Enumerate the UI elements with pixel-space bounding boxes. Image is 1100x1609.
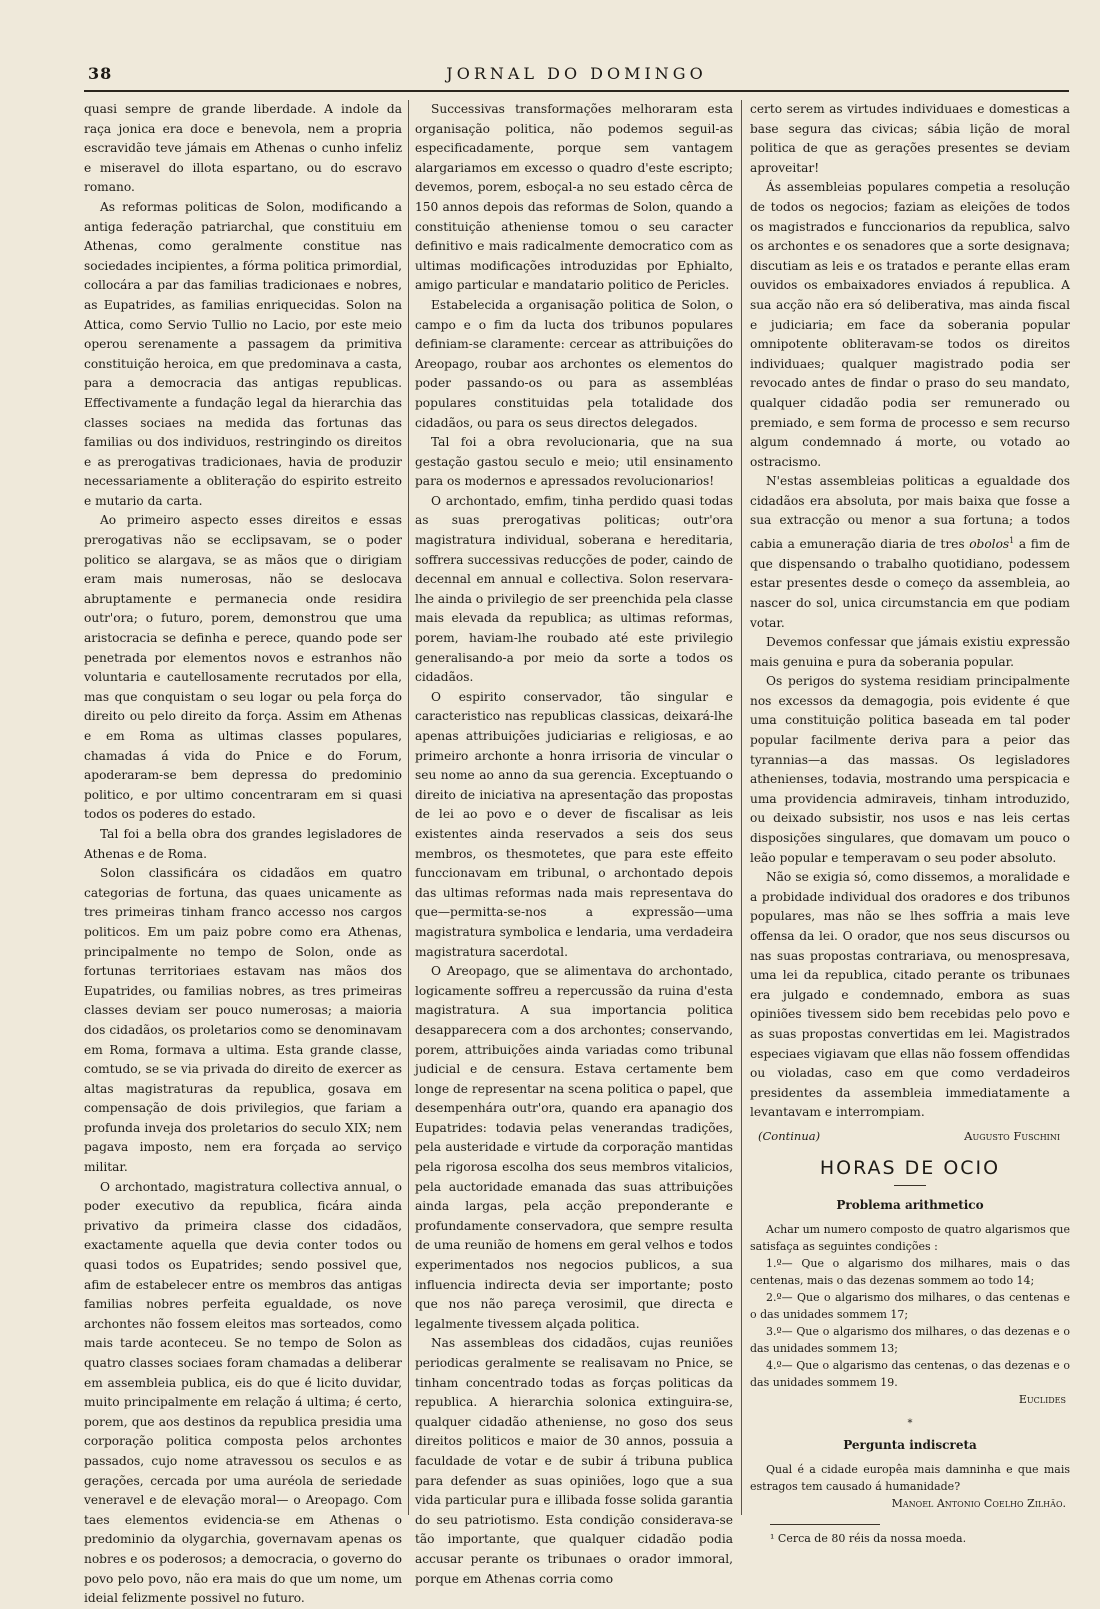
question-text: Qual é a cidade europêa mais damninha e que mais estragos tem causado á humanidade?: [750, 1463, 1070, 1494]
question-author: Manoel Antonio Coelho Zilhão.: [891, 1497, 1066, 1511]
paragraph: As reformas politicas de Solon, modificando a antiga federação patriarchal, que constituiu em Athenas, como geralmente constitue nas sociedades incipientes, a fórma politica primordial, collocára a par das familias tradicionaes e nobres, as Eupatrides, as familias enriquecidas. Solon na Attica, como Servio Tullio no Lacio, por este meio operou serenamente a passagem da primitiva constituição heroica, em que predominava a casta, para a democracia das antigas republicas. Effectivamente a fundação legal da hierarchia das classes sociaes na medida das fortunas das familias ou dos individuos, restringindo os direitos e as prerogativas tradicionaes, havia de produzir necessariamente a obliteração do espirito estreito e mutario da carta.: [84, 199, 402, 508]
paragraph: quasi sempre de grande liberdade. A indole da raça jonica era doce e benevola, nem a propria escravidão teve jámais em Athenas o cunho infeliz e miseravel do illota espartano, ou do escravo romano.: [84, 102, 402, 195]
paragraph-obolos: [750, 472, 1070, 633]
problem-intro: Achar um numero composto de quatro algarismos que satisfaça as seguintes condições :: [750, 1223, 1070, 1254]
paragraph: Estabelecida a organisação politica de Solon, o campo e o fim da lucta dos tribunos populares definiam-se claramente: cercear as attribuições do Areopago, roubar aos archontes os elementos do poder passando-os ou para as assembléas populares constituidas pela totalidade dos cidadãos, ou para os seus directos delegados.: [415, 297, 733, 430]
problem-author: Euclides: [1018, 1393, 1066, 1407]
paragraph: O archontado, magistratura collectiva annual, o poder executivo da republica, ficára ainda privativo da primeira classe dos cidadãos, exactamente aquella que devia conter todos ou quasi todos os Eupatrides; sendo possivel que, afim de estabelecer entre os membros das antigas familias nobres perfeita egualdade, os nove archontes não fossem eleitos mas sorteados, como mais tarde aconteceu. Se no tempo de Solon as quatro classes sociaes foram chamadas a deliberar em assembleia publica, eis do que é licito duvidar, muito principalmente em relação á ultima; é certo, porem, que aos destinos da republica presidia uma corporação politica composta pelos archontes passados, cujo nome atravessou os seculos e as gerações, cercada por uma auréola de seriedade veneravel e de elevação moral— o Areopago. Com taes elementos evidencia-se em Athenas o predominio da olygarchia, governavam apenas os nobres e os poderosos; a democracia, o governo do povo pelo povo, não era mais do que um nome, um ideial felizmente possivel no futuro.: [84, 1179, 402, 1606]
separator-star: *: [907, 1418, 913, 1430]
condition-item: 2.º— Que o algarismo dos milhares, o das centenas e o das unidades sommem 17;: [750, 1291, 1070, 1322]
journal-title: JORNAL DO DOMINGO: [446, 64, 707, 83]
text-span: N'estas assembleias politicas a egualdade dos cidadãos era absoluta, por mais baixa que fosse a sua extracção ou menor a sua fortuna; a todos cabia a emuneração diaria de tres: [750, 474, 1070, 552]
author-name: Augusto Fuschini: [964, 1128, 1060, 1143]
paragraph: Solon classificára os cidadãos em quatro categorias de fortuna, das quaes unicamente as tres primeiras tinham franco accesso nos cargos politicos. Em um paiz pobre como era Athenas, principalmente no tempo de Solon, onde as fortunas territoriaes estavam nas mãos dos Eupatrides, ou familias nobres, as tres primeiras classes deviam ser pouco numerosas; a maioria dos cidadãos, os proletarios como se denominavam em Roma, formava a ultima. Esta grande classe, comtudo, se se via privada do direito de exercer as altas magistraturas da republica, gosava em compensação de dois privilegios, que fariam a profunda inveja dos proletarios do seculo XIX; nem pagava imposto, nem era forçada ao serviço militar.: [84, 866, 402, 1175]
footnote: ¹ Cerca de 80 réis da nossa moeda.: [770, 1532, 967, 1546]
problem-title: Problema arithmetico: [836, 1197, 984, 1212]
question-title: Pergunta indiscreta: [843, 1437, 977, 1452]
title-rule: [894, 1185, 926, 1186]
paragraph: O archontado, emfim, tinha perdido quasi todas as suas prerogativas politicas; outr'ora magistratura individual, soberana e hereditaria, soffrera successivas reducções de poder, caindo de decennal em annual e collectiva. Solon reservara-lhe ainda o privilegio de ser preenchida pela classe mais elevada da republica; as ultimas reformas, porem, haviam-lhe roubado até este privilegio generalisando-a por meio da sorte a todos os cidadãos.: [415, 493, 733, 685]
page-header: [84, 62, 1069, 88]
page-number: 38: [88, 64, 113, 83]
question-body: [750, 1461, 1070, 1512]
condition-item: 1.º— Que o algarismo dos milhares, mais o das centenas, mais o das dezenas sommem ao todo 14;: [750, 1257, 1070, 1288]
column-3: [750, 100, 1070, 1546]
paragraph: Nas assembleas dos cidadãos, cujas reuniões periodicas geralmente se realisavam no Pnice, se tinham concentrado todas as forças politicas da republica. A hierarchia solonica extinguira-se, qualquer cidadão atheniense, no goso dos seus direitos politicos e maior de 30 annos, possuia a faculdade de votar e de subir á tribuna publica para defender as suas opiniões, logo que a sua vida particular pura e illibada fosse solida garantia do seu patriotismo. Esta condição considerava-se tão importante, que qualquer cidadão podia accusar perante os tribunaes o orador immoral, porque em Athenas corria como: [415, 1336, 733, 1586]
paragraph: certo serem as virtudes individuaes e domesticas a base segura das civicas; sábia lição de moral politica de que as gerações presentes se deviam aproveitar!: [750, 102, 1070, 175]
header-rule: [84, 90, 1069, 92]
paragraph: O Areopago, que se alimentava do archontado, logicamente soffreu a repercussão da ruina d'esta magistratura. A sua importancia politica desapparecera com a dos archontes; conservando, porem, attribuições ainda variadas como tribunal judicial e de censura. Estava certamente bem longe de representar na scena politica o papel, que desempenhára outr'ora, quando era apanagio dos Eupatrides: todavia pelas venerandas tradições, pela austeridade e virtude da corporação mantidas pela rigorosa escolha dos seus membros vitalicios, pela auctoridade emanada das suas attribuições ainda largas, pela acção preponderante e profundamente conservadora, que sempre resulta de uma reunião de homens em geral velhos e todos experimentados nos negocios publicos, a sua influencia indirecta devia ser importante; posto que nos não pareça verosimil, que directa e legalmente tivessem alçada politica.: [415, 964, 733, 1331]
paragraph: Devemos confessar que jámais existiu expressão mais genuina e pura da soberania popular.: [750, 635, 1070, 669]
text-span: a fim de que dispensando o trabalho quotidiano, podessem estar presentes desde o começo da assembleia, ao nascer do sol, unica circumstancia em que podiam votar.: [750, 537, 1070, 630]
continua-label: (Continua): [758, 1128, 821, 1143]
footnote-marker: 1: [1009, 536, 1015, 546]
condition-item: 4.º— Que o algarismo das centenas, o das dezenas e o das unidades sommem 19.: [750, 1359, 1070, 1390]
paragraph: O espirito conservador, tão singular e caracteristico nas republicas classicas, deixará-lhe apenas attribuições judiciarias e religiosas, e ao primeiro archonte a honra irrisoria de vincular o seu nome ao anno da sua gerencia. Exceptuando o direito de iniciativa na apresentação das propostas de lei ao povo e o dever de fiscalisar as leis existentes ainda reservados a seis dos seus membros, os thesmotetes, que para este effeito funccionavam em tribunal, o archontado depois das ultimas reformas nada mais representava do que—permitta-se-nos a expressão—uma magistratura symbolica e lendaria, uma verdadeira magistratura sacerdotal.: [415, 689, 733, 959]
column-divider: [408, 100, 409, 1515]
paragraph: Não se exigia só, como dissemos, a moralidade e a probidade individual dos oradores e dos tribunos populares, mas não se lhes soffria a mais leve offensa da lei. O orador, que nos seus discursos ou nas suas propostas contrariava, ou menospresava, uma lei da republica, citado perante os tribunaes era julgado e condemnado, embora as suas opiniões tivessem sido bem recebidas pelo povo e as suas propostas convertidas em lei. Magistrados especiaes vigiavam que ellas não fossem offendidas ou violadas, caso em que como verdadeiros presidentes da assembleia immediatamente a levantavam e interrompiam.: [750, 870, 1070, 1120]
footnote-rule: [770, 1524, 880, 1525]
paragraph: Successivas transformações melhoraram esta organisação politica, não podemos seguil-as especificadamente, porque sem vantagem alargariamos em excesso o quadro d'este escripto; devemos, porem, esboçal-a no seu estado cêrca de 150 annos depois das reformas de Solon, quando a constituição atheniense tomou o seu caracter definitivo e mais radicalmente democratico com as ultimas modificações introduzidas por Ephialto, amigo particular e mandatario politico de Pericles.: [415, 102, 733, 293]
section-title-horas-de-ocio: HORAS DE OCIO: [819, 1156, 1001, 1179]
paragraph: Os perigos do systema residiam principalmente nos excessos da demagogia, pois evidente é que uma constituição politica baseada em tal poder popular facilmente deriva para a peior das tyrannias—a das massas. Os legisladores athenienses, todavia, mostrando uma perspicacia e uma providencia admiraveis, tinham introduzido, ou deixado subsistir, nos usos e nas leis certas disposições singulares, que domavam um pouco o leão popular e temperavam o seu poder absoluto.: [750, 674, 1070, 865]
paragraph: Tal foi a obra revolucionaria, que na sua gestação gastou seculo e meio; util ensinamento para os modernos e apressados revolucionarios!: [415, 435, 733, 489]
paragraph: Ás assembleias populares competia a resolução de todos os negocios; faziam as eleições de todos os magistrados e funccionarios da republica, salvo os archontes e os senadores que a sorte designava; discutiam as leis e os tratados e perante ellas eram ouvidos os embaixadores enviados á republica. A sua acção não era só deliberativa, mas ainda fiscal e judiciaria; em face da soberania popular omnipotente obliteravam-se todos os direitos individuaes; qualquer magistrado podia ser revocado antes de findar o praso do seu mandato, qualquer cidadão podia ser remunerado ou premiado, e sem forma de processo e sem recurso algum condemnado á morte, ou votado ao ostracismo.: [750, 180, 1070, 469]
paragraph: Ao primeiro aspecto esses direitos e essas prerogativas não se ecclipsavam, se o poder politico se alargava, se as mãos que o dirigiam eram mais numerosas, não se deslocava abruptamente e permanecia onde residira outr'ora; o futuro, porem, demonstrou que uma aristocracia se definha e perece, quando pode ser penetrada por elementos novos e estranhos não voluntaria e cautellosamente recrutados por ella, mas que conquistam o seu logar ou pela força do direito ou pelo direito da força. Assim em Athenas e em Roma as ultimas classes populares, chamadas á vida do Pnice e do Forum, apoderaram-se bem depressa do predominio politico, e por ultimo concentraram em si quasi todos os poderes do estado.: [84, 513, 402, 822]
column-divider: [741, 100, 742, 1515]
obolos-word: obolos: [969, 537, 1010, 552]
column-2: [415, 100, 733, 1589]
condition-item: 3.º— Que o algarismo dos milhares, o das dezenas e o das unidades sommem 13;: [750, 1325, 1070, 1356]
paragraph: Tal foi a bella obra dos grandes legisladores de Athenas e de Roma.: [84, 826, 402, 861]
problem-body: [750, 1221, 1070, 1408]
article-signature: [750, 1127, 1070, 1145]
column-1: [84, 100, 402, 1609]
